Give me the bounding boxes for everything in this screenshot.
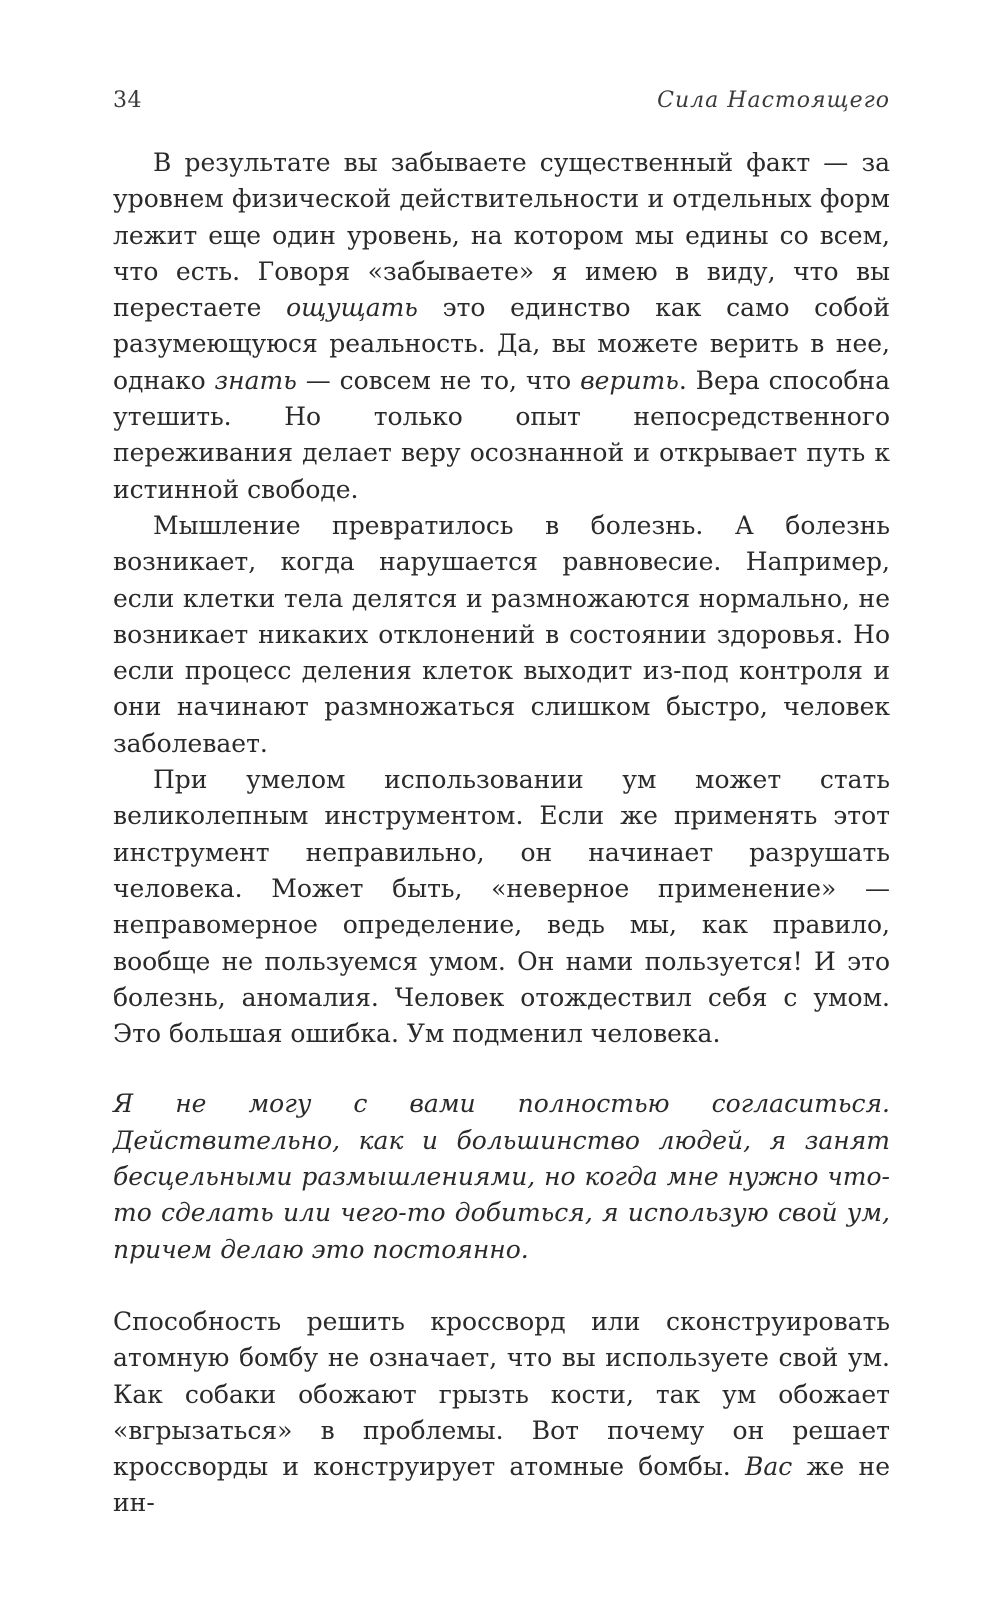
answer-text: Способность решить кроссворд или сконструировать атомную бомбу не означает, что вы используете свой ум. Как собаки обожают грызть кости, так ум обожает «вгрызаться» в проблемы. Вот почему он решает кроссворды и конструирует атомные бомбы. bbox=[113, 1306, 890, 1482]
running-title: Сила Настоящего bbox=[657, 88, 890, 113]
paragraph-1-text: — совсем не то, что bbox=[296, 365, 581, 395]
page-number: 34 bbox=[113, 88, 142, 113]
paragraph-1-text: . Вера способна утешить. Но только опыт непосредственного переживания делает веру осознанной и открывает путь к истинной свободе. bbox=[113, 365, 890, 504]
emphasis-know: знать bbox=[214, 365, 297, 395]
emphasis-believe: верить bbox=[580, 365, 679, 395]
paragraph-1 bbox=[113, 145, 890, 508]
emphasis-feel: ощущать bbox=[286, 293, 418, 323]
author-answer bbox=[113, 1304, 890, 1522]
paragraph-2: Мышление превратилось в болезнь. А болезнь возникает, когда нарушается равновесие. Например, если клетки тела делятся и размножаются нормально, не возникает никаких отклонений в состоянии здоровья. Но если процесс деления клеток выходит из-под контроля и они начинают размножаться слишком быстро, человек заболевает. bbox=[113, 510, 890, 758]
paragraph-1-text: В результате вы забываете существенный факт — за уровнем физической действительности и отдельных форм лежит еще один уровень, на котором мы едины со всем, что есть. Говоря «забываете» я имею в виду, что вы перестаете bbox=[113, 148, 890, 323]
answer-text: же не ин- bbox=[113, 1452, 890, 1518]
page-header bbox=[113, 88, 890, 124]
paragraph-3: При умелом использовании ум может стать великолепным инструментом. Если же применять этот инструмент неправильно, он начинает разрушать человека. Может быть, «неверное применение» — неправомерное определение, ведь мы, как правило, вообще не пользуемся умом. Он нами пользуется! И это болезнь, аномалия. Человек отождествил себя с умом. Это большая ошибка. Ум подменил человека. bbox=[113, 765, 890, 1049]
body-text bbox=[113, 145, 890, 1522]
emphasis-you: Вас bbox=[744, 1452, 793, 1482]
paragraph-1-text: это единство как само собой разумеющуюся реальность. Да, вы можете верить в нее, однако bbox=[113, 293, 890, 395]
reader-question: Я не могу с вами полностью согласиться. Действительно, как и большинство людей, я занят бесцельными размышлениями, но когда мне нужно что-то сделать или чего-то добиться, я использую свой ум, причем делаю это постоянно. bbox=[113, 1089, 890, 1264]
